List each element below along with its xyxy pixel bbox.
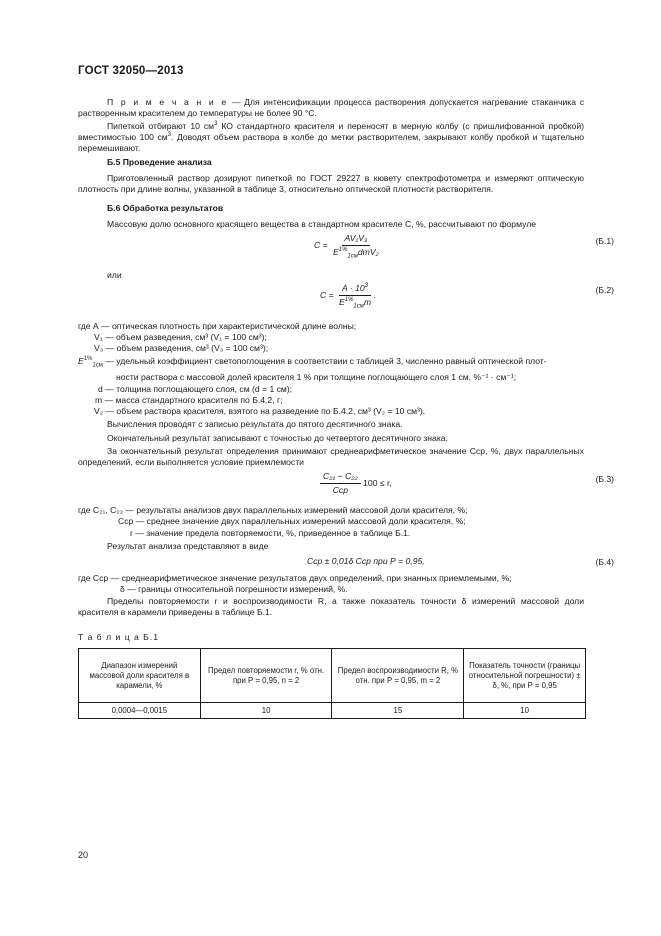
def-d: d — толщина поглощающего слоя, см (d = 1 см); xyxy=(98,384,293,394)
table-header-accuracy: Показатель точности (границы относительной погрешности) ± δ, %, при Р = 0,95 xyxy=(464,649,586,703)
note-paragraph xyxy=(78,97,584,119)
section-b6-heading: Б.6 Обработка результатов xyxy=(107,203,224,213)
calc-p2: Окончательный результат записывают с точностью до четвертого десятичного знака. xyxy=(107,433,448,443)
formula-b2-den-rest: m xyxy=(363,297,372,307)
formula-b2 xyxy=(320,283,376,308)
def-e xyxy=(78,356,547,367)
def3-ccp: где Сср — среднеарифметическое значение результатов двух определений, при знанных приемлемыми, %; xyxy=(78,573,512,583)
def-v3: V₃ — объем разведения, см³ (V₃ = 100 см³); xyxy=(94,343,269,353)
formula-b2-end: . xyxy=(374,289,377,300)
formula-b2-denominator xyxy=(336,296,374,308)
document-header: ГОСТ 32050—2013 xyxy=(78,65,184,77)
formula-b1-lhs: С = xyxy=(314,239,328,250)
formula-b2-e: E xyxy=(339,297,345,307)
calc-p1: Вычисления проводят с записью результата до пятого десятичного знака. xyxy=(107,419,403,429)
def-v1: V₁ — объем разведения, см³ (V₁ = 100 см³); xyxy=(94,332,267,342)
formula-b3-number: (Б.3) xyxy=(595,474,614,484)
def-e-cont: ности раствора с массовой долей красителя 1 % при толщине поглощающего слоя 1 см, %⁻¹ · см⁻¹; xyxy=(116,372,517,382)
pipette-exp-1: 3 xyxy=(214,121,218,128)
formula-b3 xyxy=(320,471,392,496)
formula-b1-denominator xyxy=(330,246,382,258)
formula-b1-sup: 1% xyxy=(338,247,348,254)
formula-b1-den-rest: dmV₂ xyxy=(357,247,379,257)
formula-b1-number: (Б.1) xyxy=(595,236,614,246)
calc-p3: За окончательный результат определения принимают среднеарифметическое значение Сср, %, двух параллельных определений, если выполняется условие приемлемости xyxy=(78,446,584,467)
table-cell-range: 0,0004—0,0015 xyxy=(79,703,201,719)
section-b5-heading: Б.5 Проведение анализа xyxy=(107,157,212,167)
formula-b2-number: (Б.2) xyxy=(595,285,614,295)
formula-b2-num-exp: 3 xyxy=(364,283,368,290)
def-v2: V₂ — объем раствора красителя, взятого на разведение по Б.4.2, см³ (V₂ = 10 см³). xyxy=(94,406,426,416)
limits-paragraph: Пределы повторяемости r и воспроизводимости R, а также показатель точности δ измерений массовой доли красителя в карамели приведены в таблице Б.1. xyxy=(78,596,584,617)
formula-b1-e: E xyxy=(333,247,339,257)
def-e-text: — удельный коэффициент светопоглощения в соответствии с таблицей 3, численно равный оптической плот- xyxy=(102,356,547,366)
or-label: или xyxy=(107,270,122,280)
pipette-paragraph xyxy=(78,121,584,154)
table-cell-reproducibility: 15 xyxy=(332,703,464,719)
def2-ccp: Сср — среднее значение двух параллельных измерений массовой доли красителя, %; xyxy=(118,516,466,526)
note-label: П р и м е ч а н и е xyxy=(107,97,229,107)
section-b6-intro: Массовую долю основного красящего вещества в стандартном красителе С, %, рассчитывают по формуле xyxy=(107,219,536,229)
note-text: — Для интенсификации процесса растворения допускается нагревание стаканчика с растворенным красителем до температуры не более 90 °С. xyxy=(78,97,584,118)
def-m: m — масса стандартного красителя по Б.4.2, г; xyxy=(95,395,283,405)
table-header-range: Диапазон измерений массовой доли красителя в карамели, % xyxy=(79,649,201,703)
def-e-symbol: E xyxy=(78,356,84,366)
pipette-text-c: . Доводят объем раствора в колбе до метки растворителем, закрывают колбу пробкой и тщательно перемешивают. xyxy=(78,132,584,153)
formula-b2-sub: 1см xyxy=(353,303,364,310)
formula-b1 xyxy=(314,233,382,258)
def2-c21: где С₂₁, С₂₂ — результаты анализов двух параллельных измерений массовой доли красителя, %; xyxy=(78,505,468,515)
table-cell-repeatability: 10 xyxy=(200,703,332,719)
formula-b2-sup: 1% xyxy=(344,297,354,304)
formula-b3-denominator: Сср xyxy=(332,485,349,495)
def3-delta: δ — границы относительной погрешности измерений, %. xyxy=(120,584,348,594)
formula-b1-numerator: AV₁V₃ xyxy=(342,233,371,246)
formula-b2-numerator xyxy=(339,283,371,296)
table-b1 xyxy=(78,648,586,719)
table-row xyxy=(79,703,586,719)
formula-b3-rhs: 100 ≤ r, xyxy=(363,477,392,488)
def-e-sub: 1см xyxy=(92,362,103,369)
table-header-row xyxy=(79,649,586,703)
formula-b2-num-text: A · 10 xyxy=(342,283,365,293)
result-text: Результат анализа представляют в виде xyxy=(107,541,269,551)
section-b5-text: Приготовленный раствор дозируют пипеткой по ГОСТ 29227 в кювету спектрофотометра и измеряют оптическую плотность при длине волны, указанной в таблице 3, относительно оптической плотности растворителя. xyxy=(78,173,584,194)
table-caption: Т а б л и ц а Б.1 xyxy=(78,632,159,642)
formula-b2-lhs: С = xyxy=(320,289,334,300)
pipette-text-b: КО стандартного красителя и переносят в мерную колбу (с пришлифованной пробкой) вместимостью 100 см xyxy=(78,121,584,142)
def-a: где А — оптическая плотность при характеристической длине волны; xyxy=(78,321,357,331)
table-cell-accuracy: 10 xyxy=(464,703,586,719)
def2-r: r — значение предела повторяемости, %, приведенное в таблице Б.1. xyxy=(130,528,411,538)
formula-b3-numerator: С₂₁ − С₂₂ xyxy=(320,471,361,484)
formula-b4-number: (Б.4) xyxy=(595,557,614,567)
table-header-repeatability: Предел повторяемости r, % отн. при Р = 0,95, n = 2 xyxy=(200,649,332,703)
formula-b1-sub: 1см xyxy=(347,253,358,260)
def-e-sup: 1% xyxy=(83,356,93,363)
table-header-reproducibility: Предел воспроизводимости R, % отн. при Р = 0,95, m = 2 xyxy=(332,649,464,703)
formula-b4: Сср ± 0,01δ Сср при Р = 0,95, xyxy=(307,556,425,566)
page-number: 20 xyxy=(78,850,89,860)
pipette-exp-2: 3 xyxy=(167,132,172,139)
pipette-text-a: Пипеткой отбирают 10 см xyxy=(107,121,215,131)
